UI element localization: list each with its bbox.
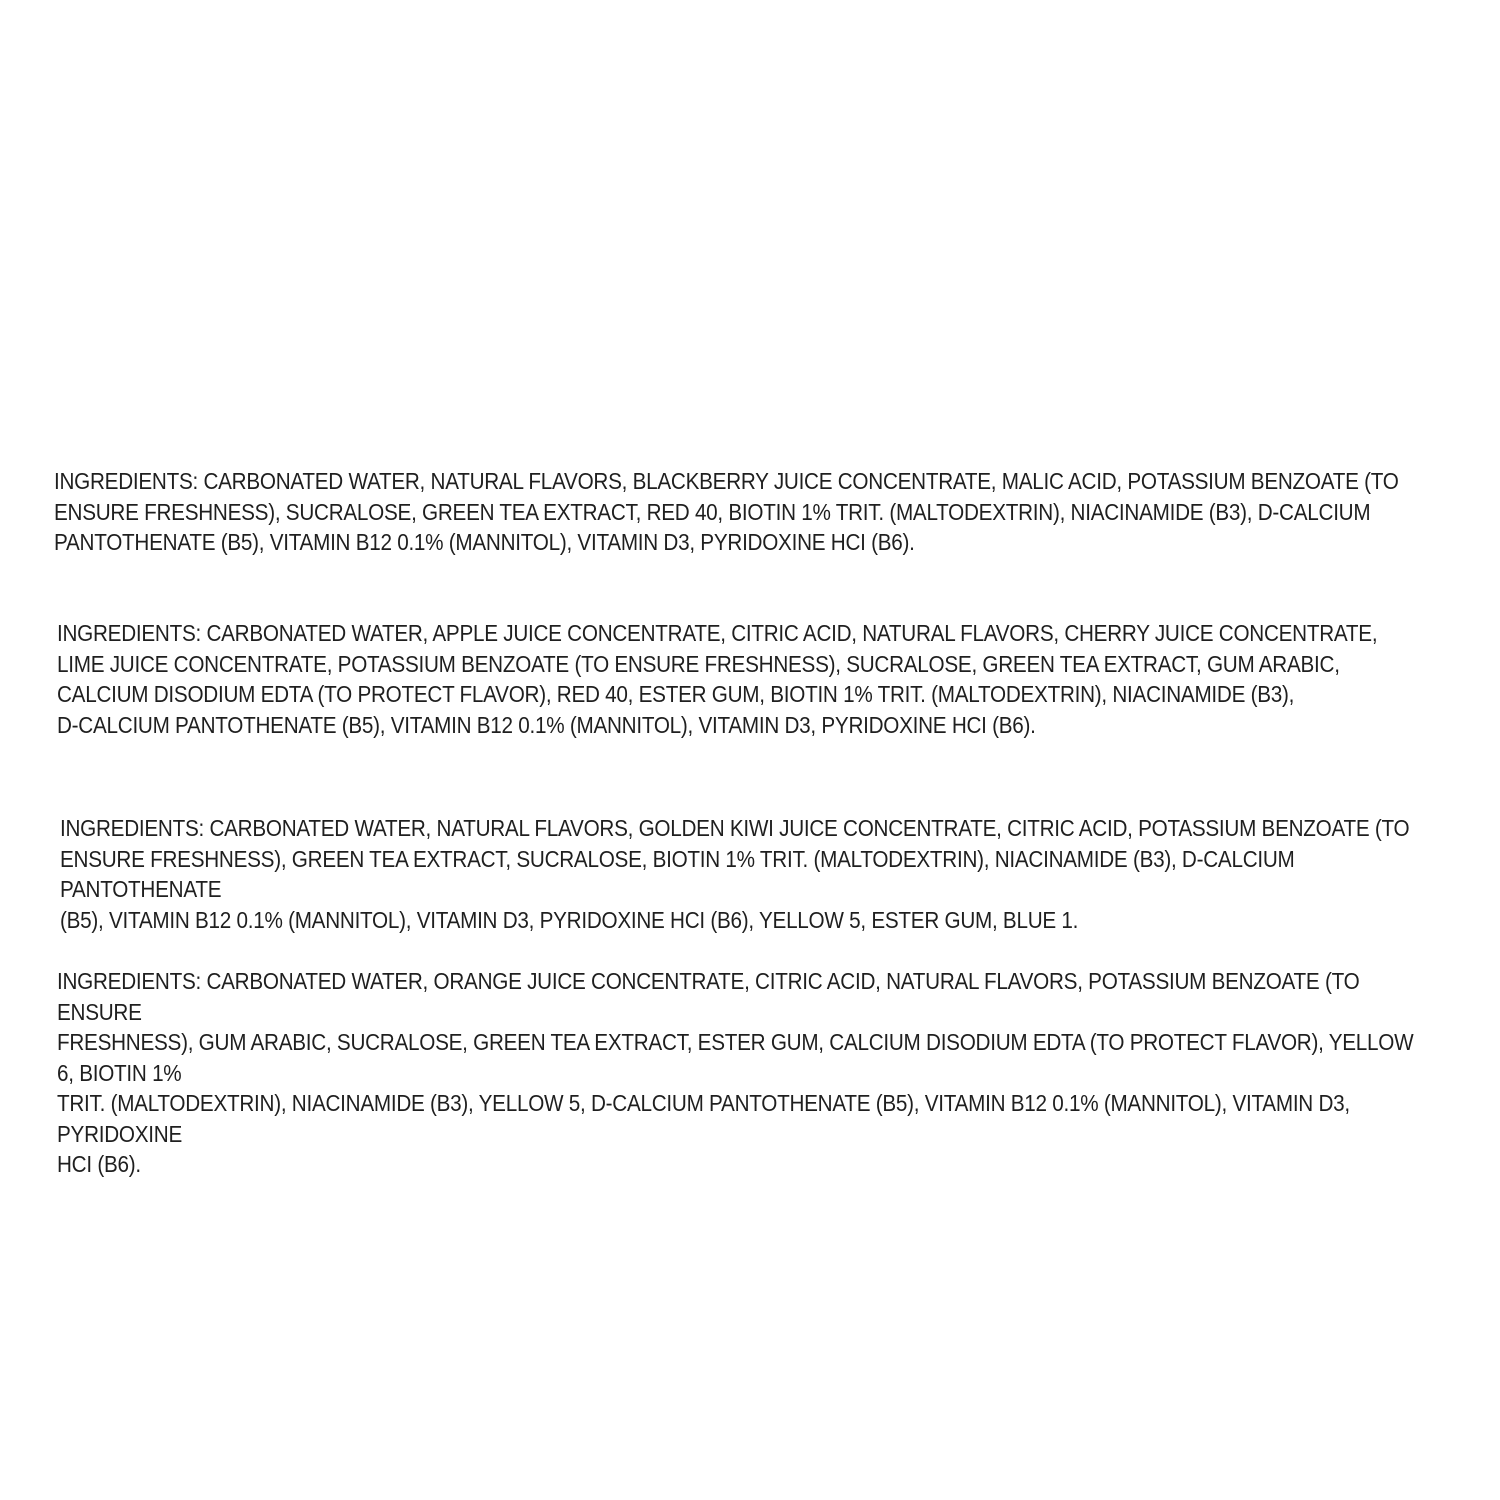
- ingredients-list-orange: INGREDIENTS: CARBONATED WATER, ORANGE JUICE CONCENTRATE, CITRIC ACID, NATURAL FLAVORS, POTASSIUM BENZOATE (TO ENSURE FRESHNESS), GUM ARABIC, SUCRALOSE, GREEN TEA EXTRACT, ESTER GUM, CALCIUM DISODIUM EDTA (TO PROTECT FLAVOR), YELLOW 6, BIOTIN 1% TRIT. (MALTODEXTRIN), NIACINAMIDE (B3), YELLOW 5, D-CALCIUM PANTOTHENATE (B5), VITAMIN B12 0.1% (MANNITOL), VITAMIN D3, PYRIDOXINE HCI (B6).: [57, 968, 1414, 1177]
- ingredients-list-cherry-lime: INGREDIENTS: CARBONATED WATER, APPLE JUICE CONCENTRATE, CITRIC ACID, NATURAL FLAVORS, CHERRY JUICE CONCENTRATE, LIME JUICE CONCENTRATE, POTASSIUM BENZOATE (TO ENSURE FRESHNESS), SUCRALOSE, GREEN TEA EXTRACT, GUM ARABIC, CALCIUM DISODIUM EDTA (TO PROTECT FLAVOR), RED 40, ESTER GUM, BIOTIN 1% TRIT. (MALTODEXTRIN), NIACINAMIDE (B3), D-CALCIUM PANTOTHENATE (B5), VITAMIN B12 0.1% (MANNITOL), VITAMIN D3, PYRIDOXINE HCI (B6).: [57, 620, 1378, 738]
- ingredients-list-blackberry: INGREDIENTS: CARBONATED WATER, NATURAL FLAVORS, BLACKBERRY JUICE CONCENTRATE, MALIC ACID, POTASSIUM BENZOATE (TO ENSURE FRESHNESS), SUCRALOSE, GREEN TEA EXTRACT, RED 40, BIOTIN 1% TRIT. (MALTODEXTRIN), NIACINAMIDE (B3), D-CALCIUM PANTOTHENATE (B5), VITAMIN B12 0.1% (MANNITOL), VITAMIN D3, PYRIDOXINE HCI (B6).: [54, 468, 1399, 555]
- ingredients-list-golden-kiwi: INGREDIENTS: CARBONATED WATER, NATURAL FLAVORS, GOLDEN KIWI JUICE CONCENTRATE, CITRIC ACID, POTASSIUM BENZOATE (TO ENSURE FRESHNESS), GREEN TEA EXTRACT, SUCRALOSE, BIOTIN 1% TRIT. (MALTODEXTRIN), NIACINAMIDE (B3), D-CALCIUM PANTOTHENATE (B5), VITAMIN B12 0.1% (MANNITOL), VITAMIN D3, PYRIDOXINE HCI (B6), YELLOW 5, ESTER GUM, BLUE 1.: [60, 815, 1410, 933]
